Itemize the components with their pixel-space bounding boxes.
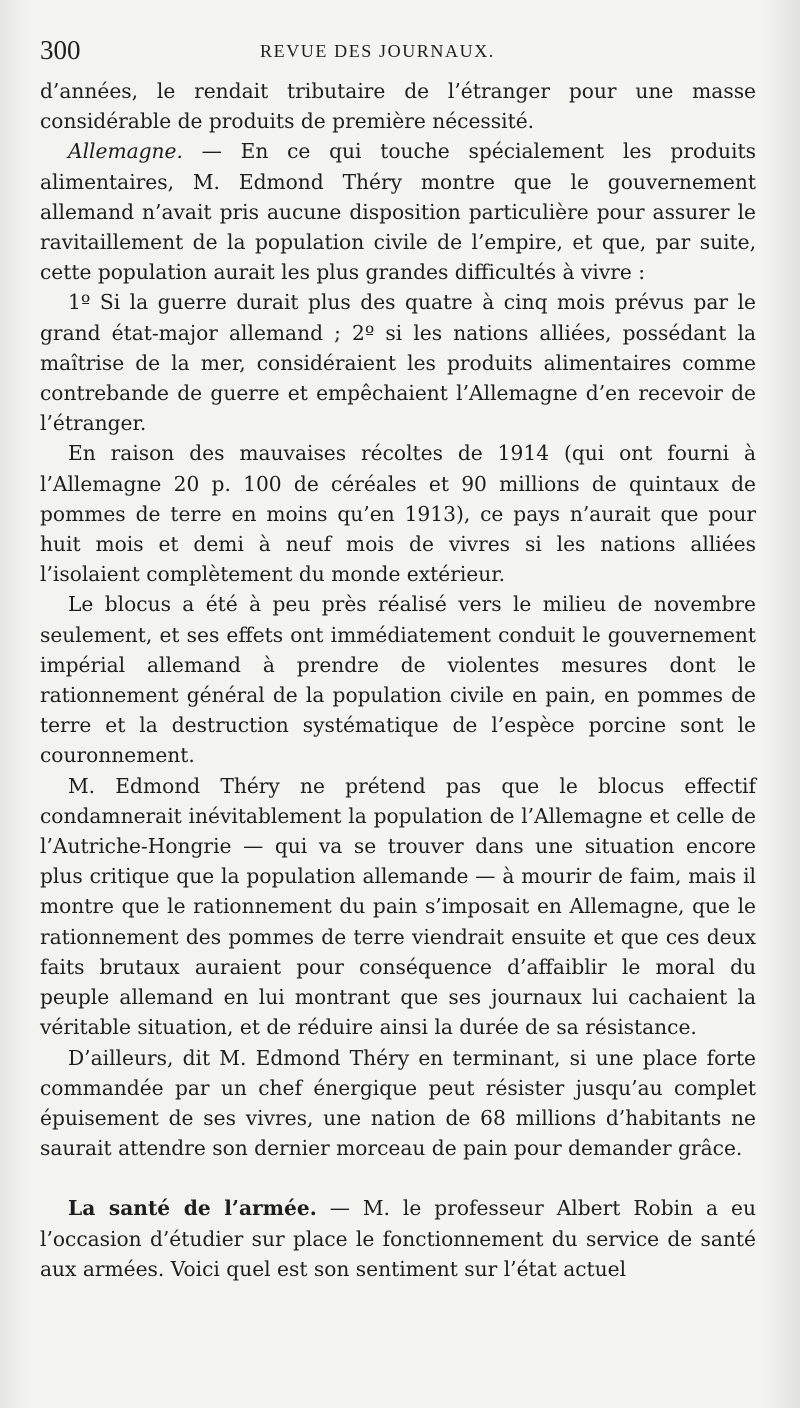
paragraph-text: — M. le professeur Albert Robin a eu l’occasion d’étudier sur place le fonctionnement du service de santé aux armées. Voici quel est son sentiment sur l’état actuel: [40, 1196, 756, 1281]
paragraph: M. Edmond Théry ne prétend pas que le blocus effectif condamnerait inévitablement la population de l’Allemagne et celle de l’Autriche-Hongrie — qui va se trouver dans une situation encore plus critique que la population allemande — à mourir de faim, mais il montre que le rationnement du pain s’imposait en Allemagne, que le rationnement des pommes de terre viendrait ensuite et que ces deux faits brutaux auraient pour conséquence d’affaiblir le moral du peuple allemand en lui montrant que ses journaux lui cachaient la véritable situation, et de réduire ainsi la durée de sa résistance.: [40, 773, 756, 1040]
paragraph-text: — En ce qui touche spécialement les produits alimentaires, M. Edmond Théry montre que le gouvernement allemand n’avait pris aucune disposition particulière pour assurer le ravitaillement de la population civile de l’empire, et que, par suite, cette population aurait les plus grandes difficultés à vivre :: [40, 139, 756, 285]
paragraph: En raison des mauvaises récoltes de 1914 (qui ont fourni à l’Allemagne 20 p. 100 de céréales et 90 millions de quintaux de pommes de terre en moins qu’en 1913), ce pays n’aurait que pour huit mois et demi à neuf mois de vivres si les nations alliées l’isolaient complètement du monde extérieur.: [40, 441, 756, 587]
paragraph-section-sante: [40, 1193, 756, 1284]
section-heading: La santé de l’armée.: [68, 1196, 317, 1221]
paragraph-continuation: d’années, le rendait tributaire de l’étranger pour une masse considérable de produits de première nécessité.: [40, 79, 756, 134]
paragraph: 1º Si la guerre durait plus des quatre à cinq mois prévus par le grand état-major allemand ; 2º si les nations alliées, possédant la maîtrise de la mer, considéraient les produits alimentaires comme contrebande de guerre et empêchaient l’Allemagne d’en recevoir de l’étranger.: [40, 290, 756, 436]
paragraph: Le blocus a été à peu près réalisé vers le milieu de novembre seulement, et ses effets ont immédiatement conduit le gouvernement impérial allemand à prendre de violentes mesures dont le rationnement général de la population civile en pain, en pommes de terre et la destruction systématique de l’espèce porcine sont le couronnement.: [40, 592, 756, 768]
page-number: 300: [40, 35, 81, 65]
paragraph-lead-italic: Allemagne.: [68, 139, 183, 164]
page-header: [40, 34, 760, 74]
paragraph: D’ailleurs, dit M. Edmond Théry en terminant, si une place forte commandée par un chef énergique peut résister jusqu’au complet épuisement de ses vivres, une nation de 68 millions d’habitants ne saurait attendre son dernier morceau de pain pour demander grâce.: [40, 1045, 756, 1161]
article-body: [40, 76, 756, 1284]
running-title: REVUE DES JOURNAUX.: [260, 41, 495, 61]
paragraph-allemagne: [40, 136, 756, 287]
